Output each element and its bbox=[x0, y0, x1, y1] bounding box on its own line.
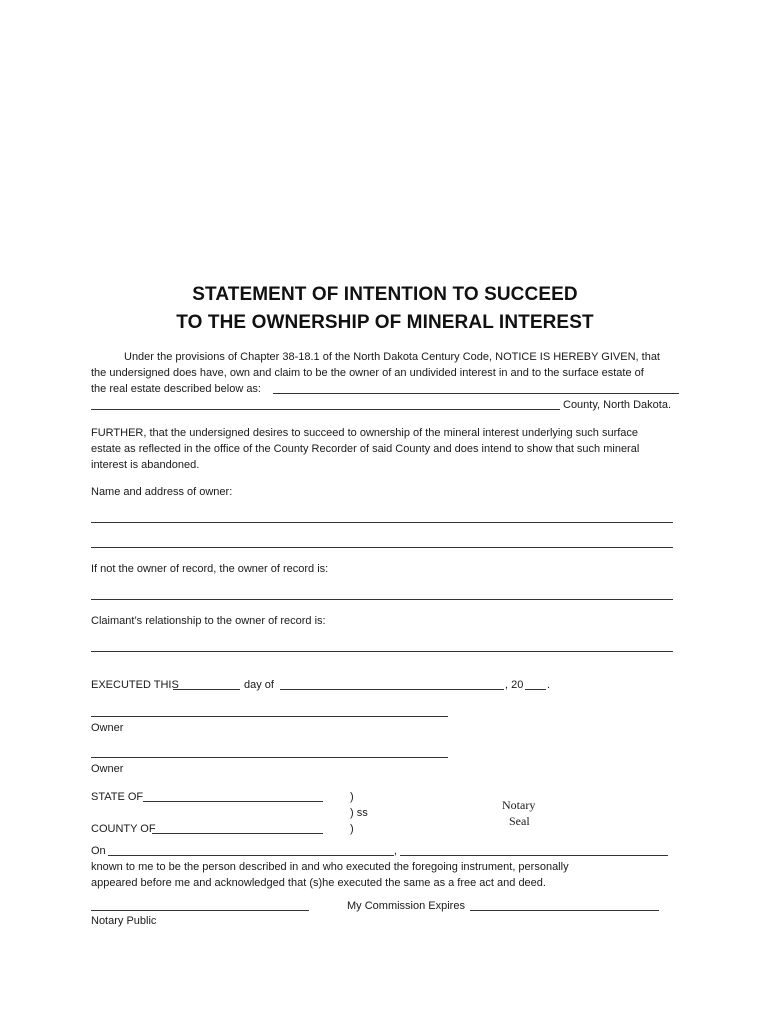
on-name-line[interactable] bbox=[400, 855, 668, 856]
owner-name-address-label: Name and address of owner: bbox=[91, 486, 233, 498]
legal-description-line1[interactable] bbox=[273, 393, 679, 394]
bracket-paren1: ) bbox=[350, 791, 354, 803]
day-of-label: day of bbox=[244, 679, 274, 691]
intro-line3: the real estate described below as: bbox=[91, 383, 261, 395]
owner-label2: Owner bbox=[91, 763, 124, 775]
owner-name-address-line2[interactable] bbox=[91, 547, 673, 548]
owner-signature-line2[interactable] bbox=[91, 757, 448, 758]
on-comma: , bbox=[394, 845, 398, 857]
executed-day-line[interactable] bbox=[173, 689, 240, 690]
state-of-line[interactable] bbox=[143, 801, 323, 802]
claimant-relationship-label: Claimant’s relationship to the owner of record is: bbox=[91, 615, 326, 627]
county-north-dakota: County, North Dakota. bbox=[563, 399, 672, 411]
on-label: On bbox=[91, 845, 106, 857]
notary-seal-line2: Seal bbox=[509, 814, 530, 828]
on-date-line[interactable] bbox=[108, 855, 394, 856]
county-of-label: COUNTY OF bbox=[91, 823, 156, 835]
further-line1: FURTHER, that the undersigned desires to succeed to ownership of the mineral interest underlying such surface bbox=[91, 427, 639, 439]
bracket-ss: ) ss bbox=[350, 807, 368, 819]
owner-of-record-line[interactable] bbox=[91, 599, 673, 600]
county-of-line[interactable] bbox=[152, 833, 323, 834]
owner-of-record-label: If not the owner of record, the owner of record is: bbox=[91, 563, 329, 575]
notary-signature-line[interactable] bbox=[91, 910, 309, 911]
document-title-line1: STATEMENT OF INTENTION TO SUCCEED bbox=[192, 284, 578, 305]
legal-description-line2[interactable] bbox=[91, 409, 560, 410]
notary-seal-line1: Notary bbox=[502, 798, 536, 812]
state-of-label: STATE OF bbox=[91, 791, 144, 803]
owner-label1: Owner bbox=[91, 722, 124, 734]
further-line2: estate as reflected in the office of the County Recorder of said County and does intend to show that such mineral bbox=[91, 443, 640, 455]
commission-expires-label: My Commission Expires bbox=[347, 900, 465, 912]
owner-name-address-line1[interactable] bbox=[91, 522, 673, 523]
year-prefix: , 20 bbox=[505, 679, 524, 691]
notary-public-label: Notary Public bbox=[91, 915, 157, 927]
executed-this-label: EXECUTED THIS bbox=[91, 679, 179, 691]
further-line3: interest is abandoned. bbox=[91, 459, 200, 471]
owner-signature-line1[interactable] bbox=[91, 716, 448, 717]
acknowledgment-line1: known to me to be the person described in and who executed the foregoing instrument, personally bbox=[91, 861, 569, 873]
intro-line1: Under the provisions of Chapter 38-18.1 of the North Dakota Century Code, NOTICE IS HEREBY GIVEN, that bbox=[124, 351, 660, 363]
commission-expires-line[interactable] bbox=[470, 910, 659, 911]
document-title-line2: TO THE OWNERSHIP OF MINERAL INTEREST bbox=[176, 312, 594, 333]
bracket-paren3: ) bbox=[350, 823, 354, 835]
executed-year-line[interactable] bbox=[525, 689, 546, 690]
executed-month-line[interactable] bbox=[280, 689, 504, 690]
intro-line2: the undersigned does have, own and claim to be the owner of an undivided interest in and to the surface estate of bbox=[91, 367, 644, 379]
claimant-relationship-line[interactable] bbox=[91, 651, 673, 652]
year-suffix: . bbox=[547, 679, 551, 691]
acknowledgment-line2: appeared before me and acknowledged that (s)he executed the same as a free act and deed. bbox=[91, 877, 546, 889]
